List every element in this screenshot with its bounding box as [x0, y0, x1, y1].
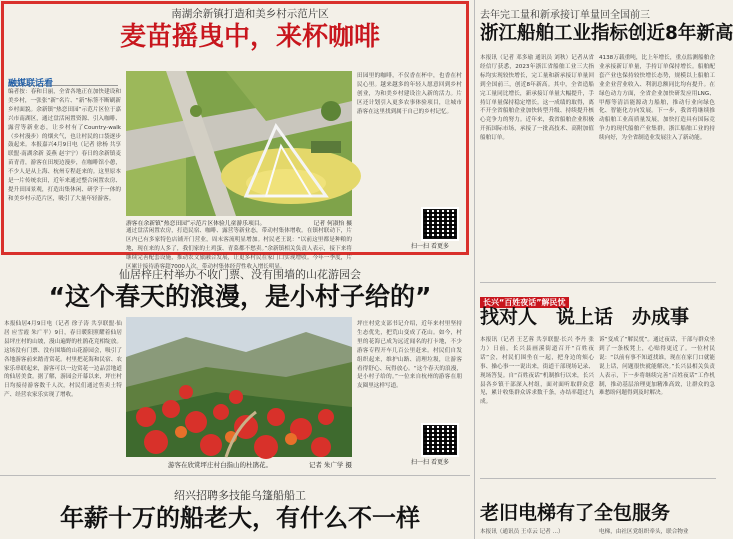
- right-top-kicker: 去年完工量和新承接订单量回全国前三: [480, 10, 650, 21]
- top-story-col3: 田园里的咖啡，不仅香在杯中，也香在村民心里。越来越多的年轻人愿意回到乡村创业，为和美乡村建设注入新的活力。片区还计划引入更多农事体验项目，让城市游客在这里找到属于自己的乡村记忆。: [357, 73, 462, 115]
- right-bottom-col2: 电梯，由社区党组织牵头，联合物业: [599, 529, 689, 535]
- second-story-kicker: 仙居梓庄村举办不收门票、没有围墙的山花游园会: [119, 268, 361, 281]
- top-story-col2: 通过盘活闲置农房，打造民宿、咖啡、露营等新业态，带动村集体增收。在镇村联动下，片区内已有多家特色店铺开门营业，周末客流明显增加。村民老王说：“以前这里都是种粮的地，现在来的人多了，我们家的土鸡蛋、青菜都不愁卖。”余新镇相关负责人表示，接下来将继续完善配套设施，推动农文旅融合发展，让更多村民在家门口实现增收。今年一季度，片区累计接待游客超7000人次，带动村集体经营性收入增长明显。: [126, 228, 352, 270]
- right-top-headline[interactable]: 浙江船舶工业指标创近8年新高: [480, 23, 733, 44]
- bottom-story-kicker: 绍兴招聘多技能乌篷船船工: [174, 489, 306, 502]
- aerial-field-image: [126, 71, 352, 216]
- section-label-text: 融媒联话看: [8, 79, 54, 89]
- second-story-col2: 坪庄村党支部书记介绍，近年来村里坚持生态优先，把荒山变成了花山。如今，村里的花海已成为远近闻名的打卡地，不少游客专程开车几百公里赶来。村民们自发组织起来，维护山路、清理垃圾，让游客看得舒心、玩得放心。“这个春天的浪漫，是小村子给的。”一位来自杭州的游客在朋友圈里这样写道。: [357, 321, 462, 390]
- qr-code-icon: [423, 209, 457, 239]
- right-bottom-col1: 本报讯（通讯员 王卓云 记者 …）: [480, 529, 564, 535]
- top-story-headline[interactable]: 麦苗摇曳中，来杯咖啡: [119, 22, 380, 52]
- right-top-col2: 4138万载重吨，比上年增长，重点监测船舶企业承接新订单量，手持订单保持增长。船舶配套产业也保持较快增长态势，规模以上船舶工业企业营业收入、利润总额同比均有提升。在绿色动力方面，全省企业加快研发应用LNG、甲醇等清洁能源动力船舶，推动行业向绿色化、智能化方向发展。下一步，我省将继续推动船舶工业高质量发展，加快打造具有国际竞争力的现代船舶产业集群。浙江船舶工业的持续向好，为全省制造业发展注入了新动能。: [599, 55, 715, 142]
- column-divider: [474, 0, 475, 539]
- second-story-headline[interactable]: “这个春天的浪漫，是小村子给的”: [48, 282, 432, 311]
- second-photo-caption: 游客在欣赏坪庄村白指山的杜鹃花。: [168, 461, 272, 469]
- right-mid-col2: 诉”变成了“解民忧”。通过夜话，干部与群众坐到了一条板凳上，心贴得更近了。一位村民说：“以前有事不知道找谁，现在在家门口就能说上话，问题很快就能解决。”长兴县相关负责人表示，下一步将继续完善“百姓夜话”工作机制，推动基层治理更加精准高效，让群众的急难愁盼问题得到及时解决。: [599, 337, 715, 397]
- azalea-mountain-image: [126, 317, 352, 457]
- top-story-qr[interactable]: [421, 207, 459, 241]
- right-bottom-headline[interactable]: 老旧电梯有了全包服务: [480, 502, 671, 524]
- top-story-kicker: 南湖余新镇打造和美乡村示范片区: [171, 8, 329, 20]
- qr-code-icon: [423, 425, 457, 455]
- right-top-col1: 本报讯（记者 邓多瑜 通讯员 刘秋）记者从省经信厅获悉，2023年浙江省船舶工业三大指标均实现较快增长，完工量和新承接订单量回到全国前三，创近8年新高。其中，全省造船完工量同比增长，新承接订单量大幅提升，手持订单量保持稳定增长。这一成绩的取得，离不开全省船舶企业加快转型升级、持续提升核心竞争力的努力。近年来，我省船舶企业积极开拓国际市场，承接了一批高技术、高附加值船舶订单。: [480, 55, 594, 142]
- bottom-story-headline[interactable]: 年薪十万的船老大，有什么不一样: [60, 504, 420, 532]
- right-divider-2: [480, 478, 716, 479]
- second-qr-label: 扫一扫 看更多: [411, 459, 449, 466]
- right-mid-headline[interactable]: 找对人 说上话 办成事: [480, 306, 690, 328]
- right-mid-col1: 本报讯（记者 王艺蓉 共享联盟·长兴 李丹 张力）日前，长兴县画溪街道召开“百姓夜话”会，村民们围坐在一起，把身边的烦心事、操心事一一说出来，街道干部现场记录、现场答复。自“百姓夜话”机制推行以来，长兴县各乡镇干部深入村组，面对面听取群众意见，累计收集群众诉求数千条，办结率超过九成。: [480, 337, 594, 406]
- top-qr-label: 扫一扫 看更多: [411, 243, 449, 250]
- bottom-divider: [0, 475, 470, 476]
- second-story-qr[interactable]: [421, 423, 459, 457]
- section-label: [8, 71, 118, 89]
- top-story-photo: [126, 71, 352, 216]
- second-story-col1: 本报仙居4月9日电（记者 徐子涛 共享联盟·仙居 应雪霞 朱广平）9日，春日暖阳照耀着仙居县坪庄村的山坡，漫山遍野的杜鹃花竞相绽放。这场没有门票、没有围墙的山花游园会，吸引了各地游客前来踏青赏花。村里把花海和民宿、农家乐串联起来，游客可以一边赏花一边品尝地道的仙居美食。据了解，游园会开幕以来，坪庄村日均接待游客数千人次，村民们通过售卖土特产、经营农家乐实现了增收。: [4, 321, 122, 399]
- second-photo-credit: 记者 朱广学 摄: [308, 461, 352, 469]
- second-story-photo: [126, 317, 352, 457]
- top-photo-caption: 游客在余新镇“热恋田园”示范片区体验儿童游乐项目。: [126, 221, 266, 227]
- badge-text: 长兴“百姓夜话”解民忧: [480, 297, 569, 308]
- right-divider-1: [480, 282, 716, 283]
- top-story-col1: 编者按：春和日丽，全省各地正在加快建设和美乡村，一张张“新”名片、“新”标签不断刷新乡村面貌。余新镇“热恋田园”示范片区位于嘉兴市南湖区，通过盘活闲置资源、引入咖啡、露营等新业态，让乡村有了Country-walk（乡村漫步）的烟火气，也让村民的口袋逐步鼓起来。本报嘉兴4月9日电（记者 徐杨 共享联盟·南湖余新 姜燕 赵宇宁）春日的余新镇麦苗青青，游客在田埂边漫步，在咖啡馆小憩，不少人是从上海、杭州专程赶来的。这里原本是一片传统农田，近年来通过整合闲置农房、提升田园景观，打造出集休闲、研学于一体的和美乡村示范片区，吸引了大量年轻游客。: [8, 89, 121, 202]
- top-photo-credit: 记者 何淑怡 摄: [313, 221, 352, 227]
